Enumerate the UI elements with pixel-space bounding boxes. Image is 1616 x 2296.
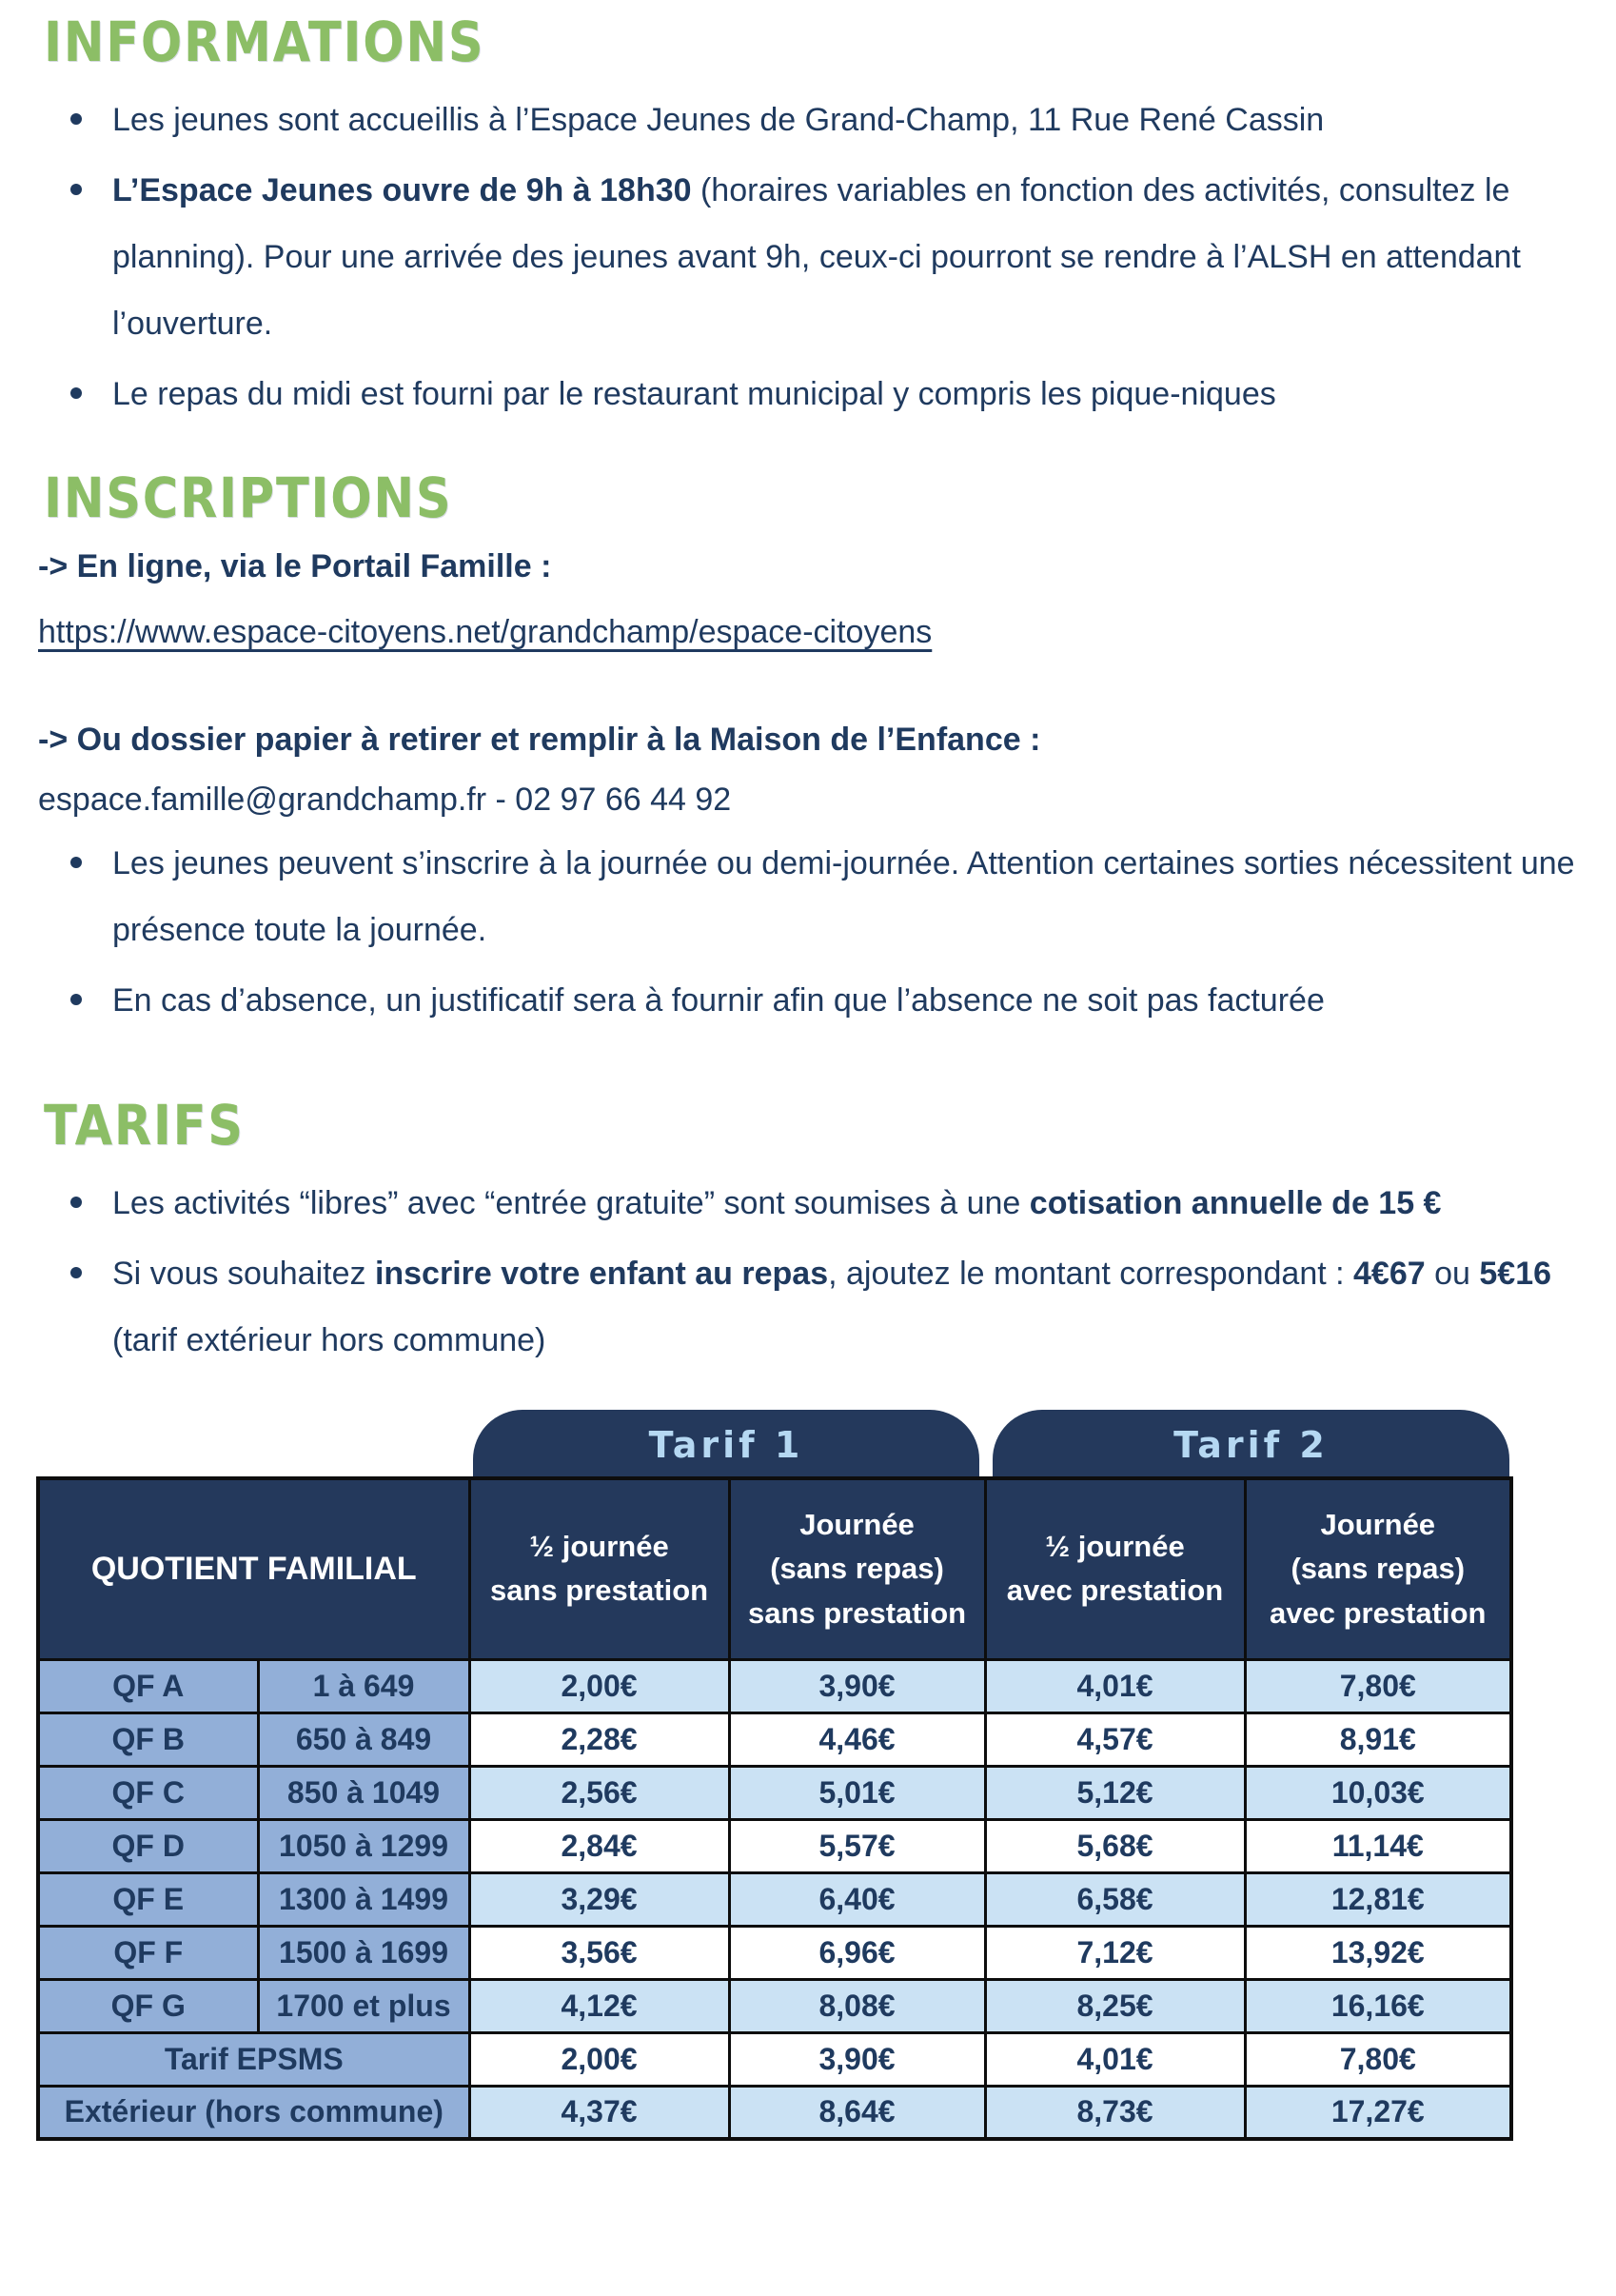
price-cell: 2,84€ bbox=[469, 1819, 729, 1872]
price-cell: 2,00€ bbox=[469, 2032, 729, 2086]
list-item bbox=[112, 87, 1587, 153]
price-cell: 17,27€ bbox=[1245, 2086, 1511, 2139]
table-row bbox=[38, 1819, 1511, 1872]
bullet-text: Les jeunes peuvent s’inscrire à la journée ou demi-journée. Attention certaines sorties nécessitent une présence toute la journée. bbox=[112, 844, 1575, 948]
list-item bbox=[112, 157, 1587, 357]
price-cell: 4,46€ bbox=[729, 1712, 985, 1766]
price-cell: 3,90€ bbox=[729, 1659, 985, 1712]
tab-tarif-2: Tarif 2 bbox=[993, 1410, 1509, 1480]
section-informations bbox=[0, 10, 1616, 427]
paper-intro: -> Ou dossier papier à retirer et remplir à la Maison de l’Enfance : bbox=[38, 721, 1041, 758]
bullet-text: Si vous souhaitez bbox=[112, 1255, 375, 1292]
bullet-text: Les activités “libres” avec “entrée gratuite” sont soumises à une bbox=[112, 1184, 1030, 1221]
price-cell: 8,25€ bbox=[985, 1979, 1245, 2032]
portal-link-line bbox=[38, 608, 1616, 657]
price-cell: 2,00€ bbox=[469, 1659, 729, 1712]
table-row bbox=[38, 1712, 1511, 1766]
price-cell: 2,28€ bbox=[469, 1712, 729, 1766]
table-row bbox=[38, 1872, 1511, 1926]
list-item bbox=[112, 967, 1587, 1034]
price-cell: 8,08€ bbox=[729, 1979, 985, 2032]
header-line: avec prestation bbox=[1270, 1595, 1487, 1630]
price-cell: 8,73€ bbox=[985, 2086, 1245, 2139]
pricing-table bbox=[36, 1476, 1513, 2141]
tarifs-heading: TARIFS bbox=[44, 1093, 245, 1158]
price-cell: 4,57€ bbox=[985, 1712, 1245, 1766]
header-line: (sans repas) bbox=[770, 1552, 944, 1586]
qf-range: 1 à 649 bbox=[258, 1659, 469, 1712]
qf-range: 1700 et plus bbox=[258, 1979, 469, 2032]
online-intro: -> En ligne, via le Portail Famille : bbox=[38, 547, 552, 584]
header-journee-avec-prestation bbox=[1245, 1478, 1511, 1659]
section-tarifs bbox=[0, 1093, 1616, 1374]
tab-tarif-1: Tarif 1 bbox=[473, 1410, 979, 1480]
bullet-text: (tarif extérieur hors commune) bbox=[112, 1321, 546, 1358]
qf-label: QF C bbox=[38, 1766, 258, 1819]
price-cell: 5,01€ bbox=[729, 1766, 985, 1819]
table-header-row bbox=[38, 1478, 1511, 1659]
header-line: sans prestation bbox=[489, 1574, 709, 1608]
qf-range: 1300 à 1499 bbox=[258, 1872, 469, 1926]
header-line: ½ journée bbox=[529, 1529, 669, 1563]
bullet-text: ou bbox=[1425, 1255, 1480, 1292]
price-cell: 6,40€ bbox=[729, 1872, 985, 1926]
table-row bbox=[38, 1979, 1511, 2032]
qf-label: QF G bbox=[38, 1979, 258, 2032]
table-row-epsms bbox=[38, 2032, 1511, 2086]
table-row bbox=[38, 1766, 1511, 1819]
bullet-text: Les jeunes sont accueillis à l’Espace Jeunes de Grand-Champ, 11 Rue René Cassin bbox=[112, 101, 1325, 138]
header-line: avec prestation bbox=[1006, 1574, 1224, 1608]
header-line: ½ journée bbox=[1045, 1529, 1185, 1563]
pricing-table-area bbox=[0, 1410, 1616, 2171]
contact-line: espace.famille@grandchamp.fr - 02 97 66 44 92 bbox=[38, 781, 732, 818]
header-half-day-sans-prestation bbox=[469, 1478, 729, 1659]
price-cell: 5,57€ bbox=[729, 1819, 985, 1872]
qf-range: 650 à 849 bbox=[258, 1712, 469, 1766]
exterieur-label: Extérieur (hors commune) bbox=[38, 2086, 469, 2139]
bullet-text-bold: inscrire votre enfant au repas bbox=[374, 1255, 829, 1292]
price-cell: 6,96€ bbox=[729, 1926, 985, 1979]
price-cell: 2,56€ bbox=[469, 1766, 729, 1819]
section-inscriptions bbox=[0, 465, 1616, 1034]
header-line: Journée bbox=[1320, 1507, 1436, 1541]
price-cell: 4,01€ bbox=[985, 1659, 1245, 1712]
qf-label: QF B bbox=[38, 1712, 258, 1766]
inscriptions-heading: INSCRIPTIONS bbox=[44, 465, 453, 531]
inscriptions-list bbox=[0, 830, 1616, 1034]
informations-list bbox=[0, 87, 1616, 427]
price-cell: 10,03€ bbox=[1245, 1766, 1511, 1819]
epsms-label: Tarif EPSMS bbox=[38, 2032, 469, 2086]
price-cell: 7,12€ bbox=[985, 1926, 1245, 1979]
price-cell: 8,64€ bbox=[729, 2086, 985, 2139]
price-cell: 6,58€ bbox=[985, 1872, 1245, 1926]
header-line: sans prestation bbox=[747, 1595, 967, 1630]
price-cell: 5,68€ bbox=[985, 1819, 1245, 1872]
price-cell: 5,12€ bbox=[985, 1766, 1245, 1819]
bullet-text: , ajoutez le montant correspondant : bbox=[828, 1255, 1354, 1292]
bullet-text-bold: 5€16 bbox=[1479, 1255, 1552, 1292]
qf-label: QF E bbox=[38, 1872, 258, 1926]
price-cell: 3,56€ bbox=[469, 1926, 729, 1979]
qf-range: 850 à 1049 bbox=[258, 1766, 469, 1819]
qf-range: 1050 à 1299 bbox=[258, 1819, 469, 1872]
header-line: Journée bbox=[799, 1507, 915, 1541]
qf-range: 1500 à 1699 bbox=[258, 1926, 469, 1979]
qf-label: QF D bbox=[38, 1819, 258, 1872]
tarifs-list bbox=[0, 1170, 1616, 1374]
table-row-exterieur bbox=[38, 2086, 1511, 2139]
bullet-text: En cas d’absence, un justificatif sera à fournir afin que l’absence ne soit pas facturée bbox=[112, 982, 1325, 1019]
header-journee-sans-prestation bbox=[729, 1478, 985, 1659]
price-cell: 3,90€ bbox=[729, 2032, 985, 2086]
portal-link[interactable]: https://www.espace-citoyens.net/grandchamp/espace-citoyens bbox=[38, 613, 933, 650]
table-row bbox=[38, 1926, 1511, 1979]
list-item bbox=[112, 1240, 1587, 1374]
price-cell: 4,12€ bbox=[469, 1979, 729, 2032]
bullet-text: Le repas du midi est fourni par le restaurant municipal y compris les pique-niques bbox=[112, 376, 1276, 413]
header-quotient-familial bbox=[38, 1478, 469, 1659]
bullet-text-bold: 4€67 bbox=[1353, 1255, 1426, 1292]
price-cell: 11,14€ bbox=[1245, 1819, 1511, 1872]
list-item bbox=[112, 361, 1587, 427]
bullet-text: (horaires variables en fonction des activités, consultez le planning). Pour une arrivée des jeunes avant 9h, ceux-ci pourront se rendre à l’ALSH en attendant l’ouverture. bbox=[112, 171, 1521, 342]
price-cell: 12,81€ bbox=[1245, 1872, 1511, 1926]
price-cell: 7,80€ bbox=[1245, 1659, 1511, 1712]
table-row bbox=[38, 1659, 1511, 1712]
header-half-day-avec-prestation bbox=[985, 1478, 1245, 1659]
bullet-text-bold: L’Espace Jeunes ouvre de 9h à 18h30 bbox=[112, 171, 700, 208]
qf-label: QF F bbox=[38, 1926, 258, 1979]
price-cell: 8,91€ bbox=[1245, 1712, 1511, 1766]
price-cell: 7,80€ bbox=[1245, 2032, 1511, 2086]
price-cell: 13,92€ bbox=[1245, 1926, 1511, 1979]
price-cell: 4,37€ bbox=[469, 2086, 729, 2139]
bullet-text-bold: cotisation annuelle de 15 € bbox=[1029, 1184, 1442, 1221]
header-line: (sans repas) bbox=[1291, 1552, 1466, 1586]
list-item bbox=[112, 830, 1587, 963]
qf-label: QF A bbox=[38, 1659, 258, 1712]
price-cell: 4,01€ bbox=[985, 2032, 1245, 2086]
list-item bbox=[112, 1170, 1587, 1237]
price-cell: 3,29€ bbox=[469, 1872, 729, 1926]
informations-heading: INFORMATIONS bbox=[44, 10, 485, 74]
price-cell: 16,16€ bbox=[1245, 1979, 1511, 2032]
header-line: QUOTIENT FAMILIAL bbox=[90, 1550, 417, 1587]
